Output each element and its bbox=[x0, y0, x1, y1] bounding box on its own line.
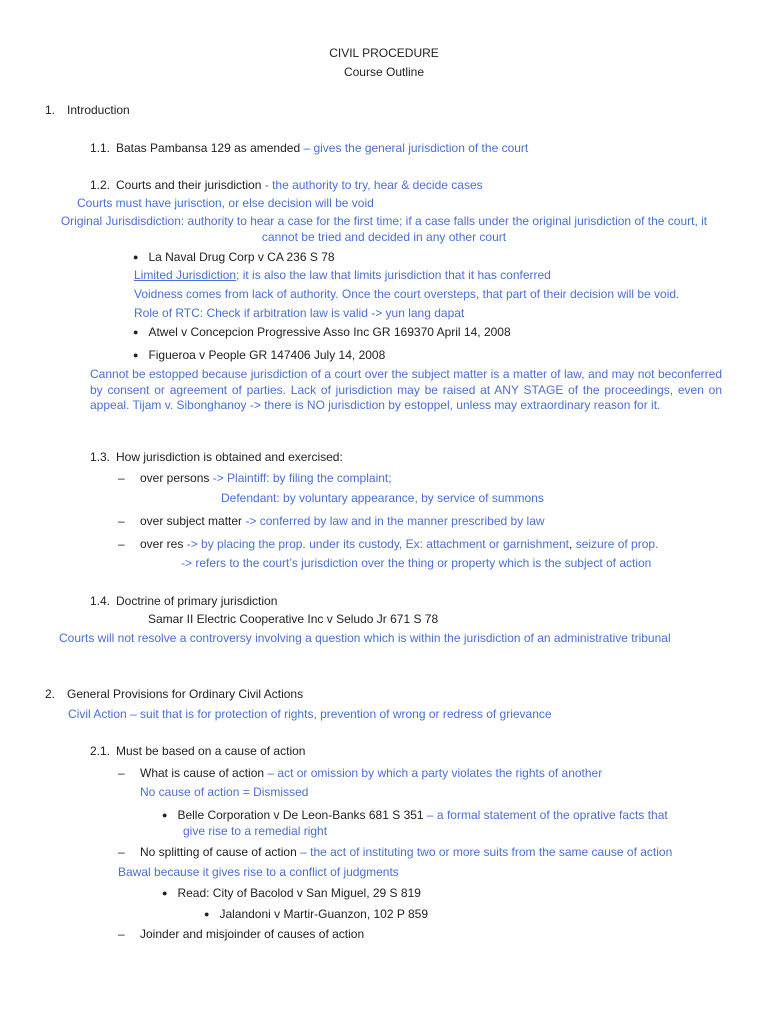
original-jurisdiction-line-1: Original Jurisdisdiction: authority to hear a case for the first time; if a case falls under the original jurisdiction of the court, it bbox=[60, 214, 708, 228]
joinder-item bbox=[118, 926, 364, 942]
item-label: What is cause of action bbox=[140, 766, 265, 780]
case-note: – a formal statement of the oprative facts that bbox=[423, 808, 668, 822]
jurisdiction-over-res bbox=[118, 536, 658, 552]
dismissed-note: No cause of action = Dismissed bbox=[140, 785, 309, 799]
limited-jurisdiction-note bbox=[134, 267, 551, 283]
section-1-4 bbox=[90, 593, 277, 609]
case-citation: Samar II Electric Cooperative Inc v Seludo Jr 671 S 78 bbox=[148, 612, 439, 626]
section-1-3 bbox=[90, 449, 343, 465]
section-2-heading bbox=[45, 686, 303, 702]
section-label: Introduction bbox=[67, 103, 130, 117]
case-item bbox=[133, 347, 385, 363]
section-1-2 bbox=[90, 177, 483, 193]
bullet-icon: ● bbox=[204, 909, 210, 919]
dash-icon: – bbox=[118, 514, 125, 528]
item-label: over persons bbox=[140, 471, 210, 485]
estoppel-paragraph: Cannot be estopped because jurisdiction of a court over the subject matter is a matter of law, and may not beconferred by consent or agreement of parties. Lack of jurisdiction may be raised at ANY STAGE of the proceedings, even on appeal. Tijam v. Sibonghanoy -> there is NO jurisdiction by estoppel, unless may extraordinary reason for it. bbox=[90, 367, 722, 412]
section-label: Batas Pambansa 129 as amended bbox=[116, 141, 301, 155]
section-number: 1.3. bbox=[90, 450, 111, 464]
item-label: over res bbox=[140, 537, 184, 551]
section-label: Doctrine of primary jurisdiction bbox=[116, 594, 278, 608]
case-citation: Read: City of Bacolod v San Miguel, 29 S 819 bbox=[177, 886, 421, 900]
case-item bbox=[162, 885, 421, 901]
limited-jurisdiction-term: Limited Jurisdiction bbox=[134, 268, 237, 282]
document-title: CIVIL PROCEDURE bbox=[329, 46, 439, 60]
section-label: General Provisions for Ordinary Civil Actions bbox=[67, 687, 304, 701]
primary-jurisdiction-note: Courts will not resolve a controversy involving a question which is within the jurisdiction of an administrative tribunal bbox=[59, 631, 671, 645]
section-number: 1.4. bbox=[90, 594, 111, 608]
section-note: – gives the general jurisdiction of the court bbox=[300, 141, 529, 155]
case-citation: Jalandoni v Martir-Guanzon, 102 P 859 bbox=[219, 907, 429, 921]
item-note: -> by placing the prop. under its custody, Ex: attachment or garnishment bbox=[183, 537, 570, 551]
case-citation: La Naval Drug Corp v CA 236 S 78 bbox=[148, 250, 335, 264]
case-citation: Atwel v Concepcion Progressive Asso Inc GR 169370 April 14, 2008 bbox=[148, 325, 511, 339]
civil-action-definition: Civil Action – suit that is for protection of rights, prevention of wrong or redress of grievance bbox=[68, 707, 552, 721]
item-note: -> Plaintiff: by filing the complaint; bbox=[209, 471, 392, 485]
item-label: Joinder and misjoinder of causes of action bbox=[140, 927, 365, 941]
bullet-icon: ● bbox=[162, 810, 168, 820]
dash-icon: – bbox=[118, 845, 125, 859]
case-item bbox=[204, 906, 428, 922]
rtc-note: Role of RTC: Check if arbitration law is valid -> yun lang dapat bbox=[134, 306, 465, 320]
case-item bbox=[162, 807, 668, 823]
section-number: 1.2. bbox=[90, 178, 111, 192]
item-note: -> conferred by law and in the manner prescribed by law bbox=[242, 514, 545, 528]
item-label: over subject matter bbox=[140, 514, 243, 528]
splitting-item bbox=[118, 844, 672, 860]
section-number: 1. bbox=[45, 103, 56, 117]
section-note: - the authority to try, hear & decide cases bbox=[261, 178, 483, 192]
item-note: – act or omission by which a party violates the rights of another bbox=[264, 766, 603, 780]
document-subtitle: Course Outline bbox=[343, 65, 425, 79]
section-number: 2.1. bbox=[90, 744, 111, 758]
section-label: Courts and their jurisdiction bbox=[116, 178, 262, 192]
cause-of-action-item bbox=[118, 765, 602, 781]
dash-icon: – bbox=[118, 537, 125, 551]
jurisdiction-note: Courts must have jurisction, or else decision will be void bbox=[77, 196, 374, 210]
bullet-icon: ● bbox=[133, 327, 139, 337]
voidness-note: Voidness comes from lack of authority. Once the court oversteps, that part of their decision will be void. bbox=[134, 287, 680, 301]
jurisdiction-over-subject-matter bbox=[118, 513, 545, 529]
bawal-note: Bawal because it gives rise to a conflict of judgments bbox=[118, 865, 399, 879]
item-note-continued: seizure of prop. bbox=[572, 537, 659, 551]
bullet-icon: ● bbox=[133, 350, 139, 360]
res-reference-note: -> refers to the court’s jurisdiction over the thing or property which is the subject of action bbox=[181, 556, 652, 570]
section-1-1 bbox=[90, 140, 528, 156]
item-label: No splitting of cause of action bbox=[140, 845, 297, 859]
case-item bbox=[133, 324, 511, 340]
item-note: – the act of instituting two or more suits from the same cause of action bbox=[296, 845, 673, 859]
case-citation: Figueroa v People GR 147406 July 14, 2008 bbox=[148, 348, 386, 362]
section-2-1 bbox=[90, 743, 305, 759]
item-comma: , bbox=[569, 537, 573, 551]
case-citation: Belle Corporation v De Leon-Banks 681 S 351 bbox=[177, 808, 424, 822]
defendant-note: Defendant: by voluntary appearance, by service of summons bbox=[221, 491, 544, 505]
section-number: 1.1. bbox=[90, 141, 111, 155]
limited-jurisdiction-text: ; it is also the law that limits jurisdiction that it has conferred bbox=[236, 268, 551, 282]
dash-icon: – bbox=[118, 471, 125, 485]
dash-icon: – bbox=[118, 927, 125, 941]
section-label: How jurisdiction is obtained and exercised: bbox=[116, 450, 343, 464]
dash-icon: – bbox=[118, 766, 125, 780]
section-1-heading bbox=[45, 102, 130, 118]
jurisdiction-over-persons bbox=[118, 470, 392, 486]
bullet-icon: ● bbox=[162, 888, 168, 898]
case-note-continued: give rise to a remedial right bbox=[183, 824, 328, 838]
case-item bbox=[133, 249, 335, 265]
section-label: Must be based on a cause of action bbox=[116, 744, 306, 758]
original-jurisdiction-line-2: cannot be tried and decided in any other court bbox=[261, 230, 507, 244]
bullet-icon: ● bbox=[133, 252, 139, 262]
section-number: 2. bbox=[45, 687, 56, 701]
